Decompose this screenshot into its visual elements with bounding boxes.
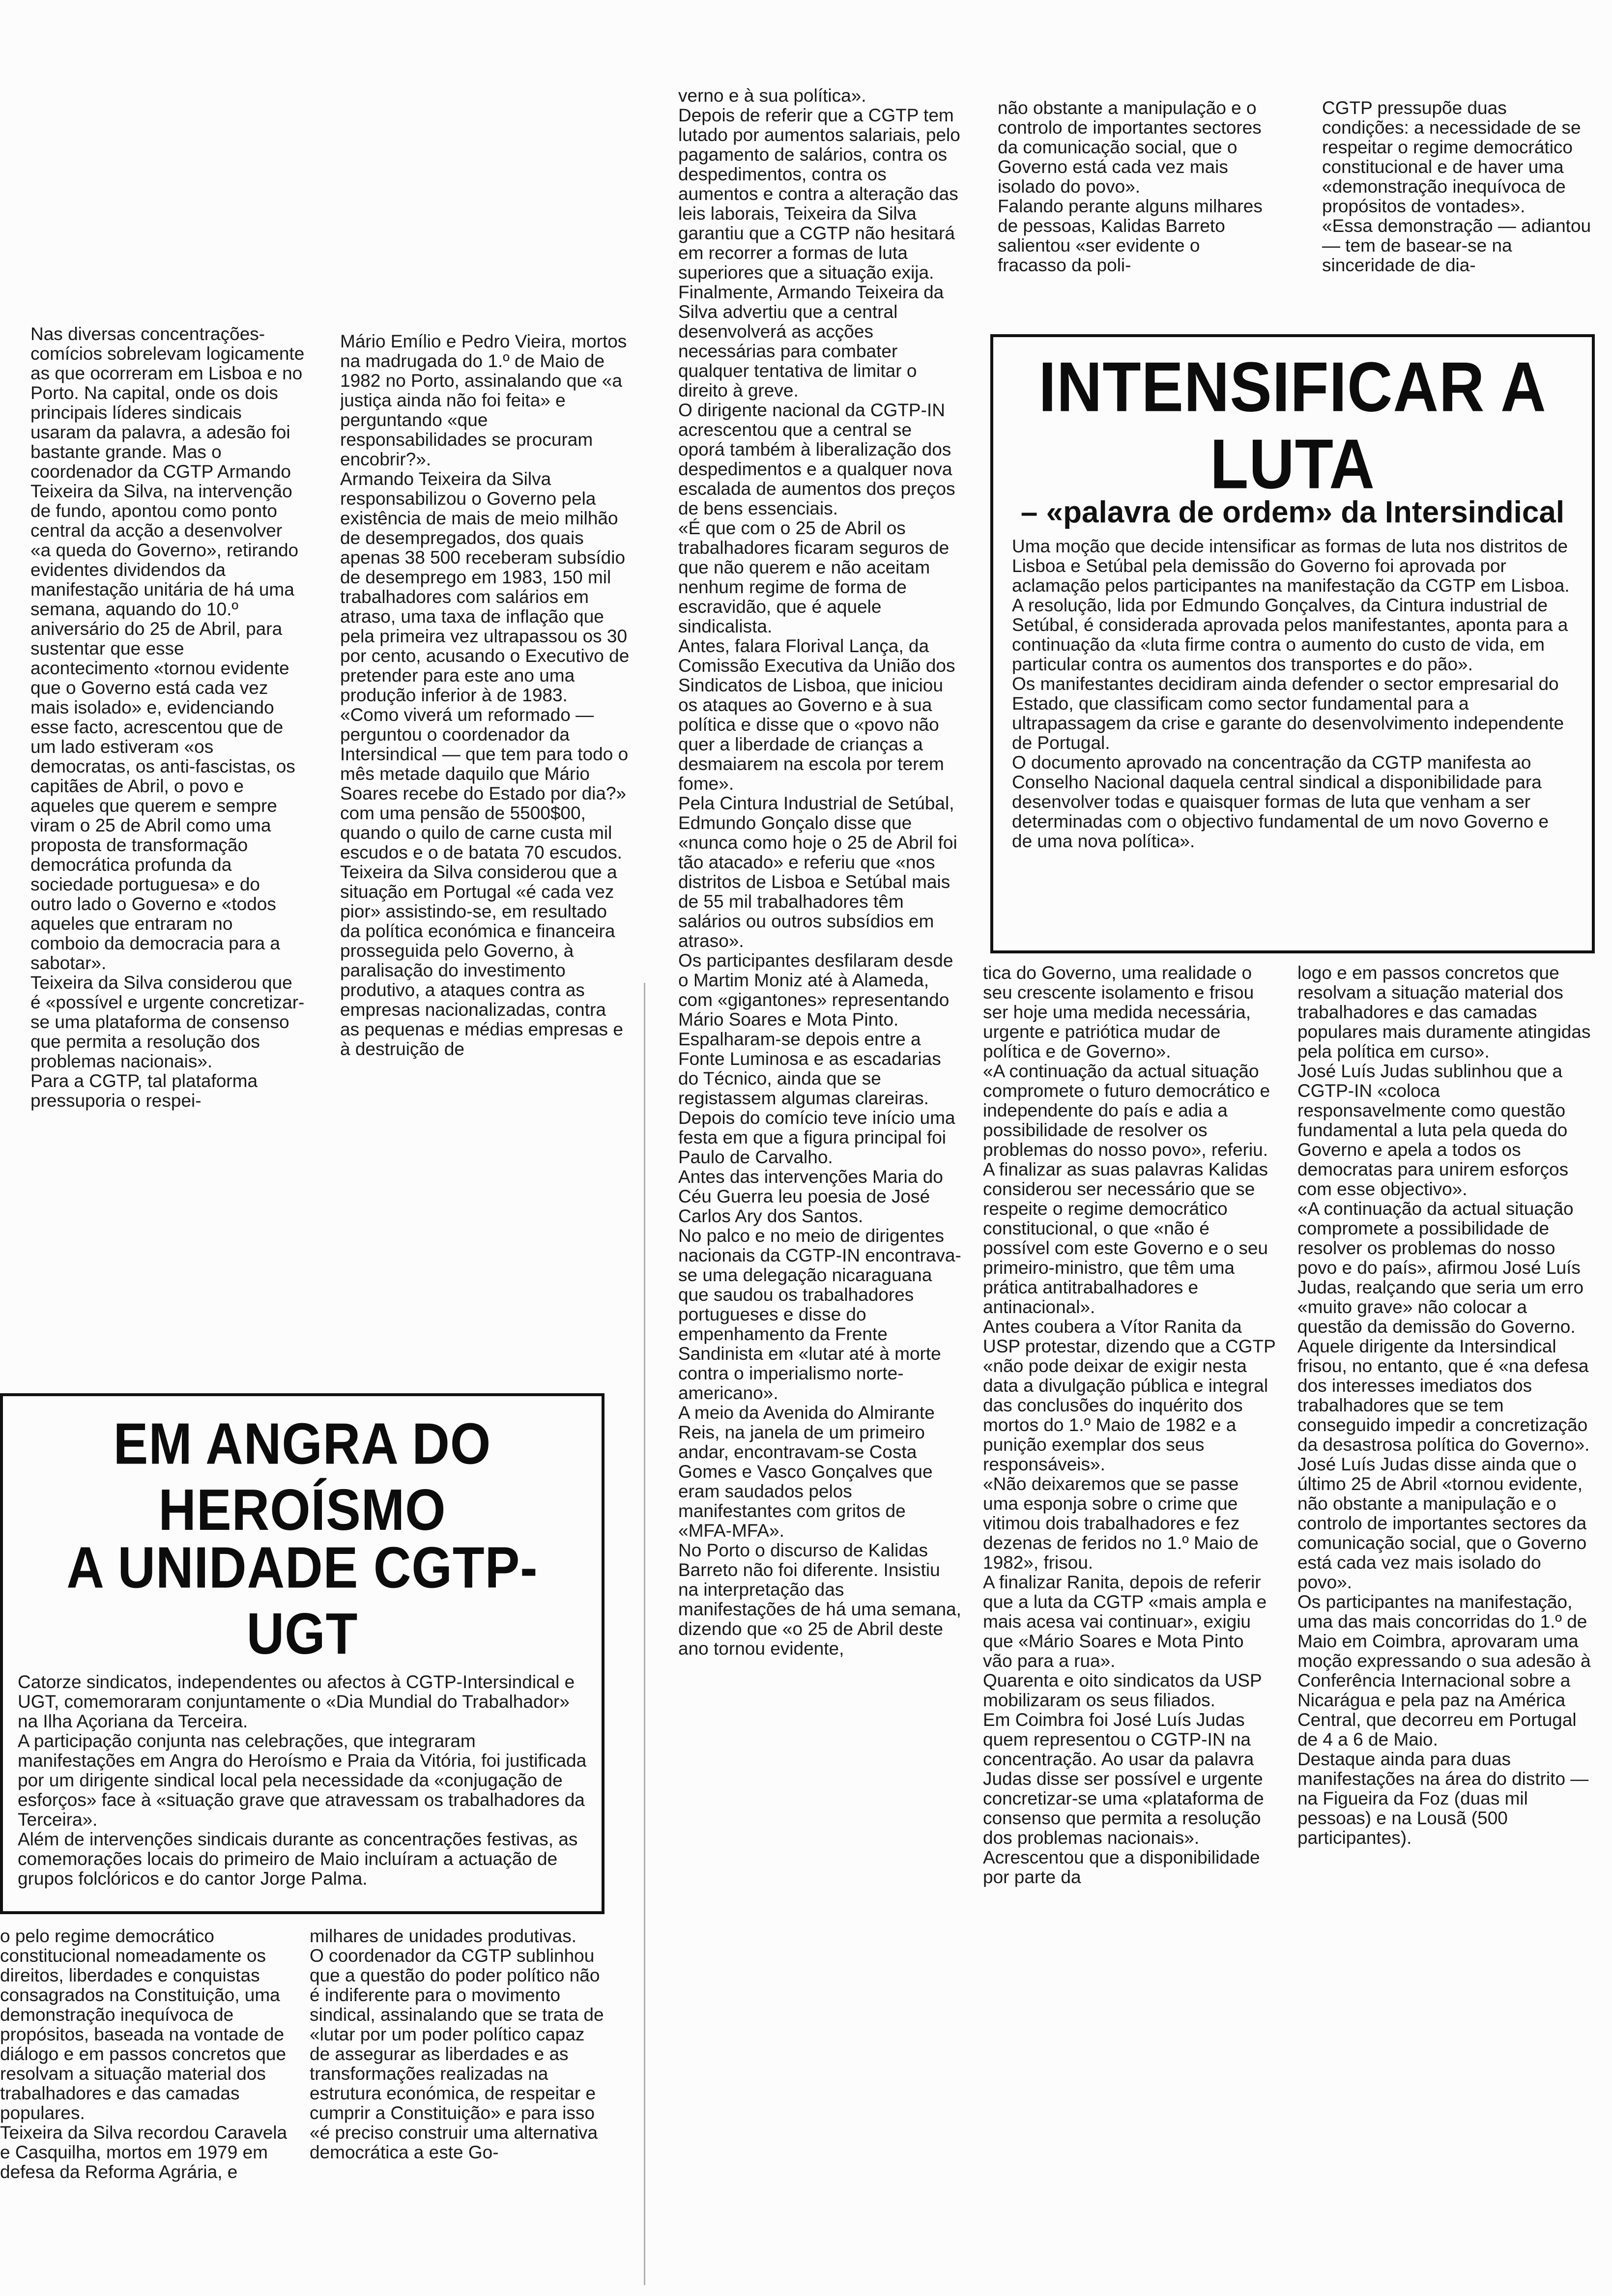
article-column-3: verno e à sua política». Depois de referir que a CGTP tem lutado por aumentos salariais, pelo pagamento de salários, contra os despedimentos, contra os aumentos e contra a alteração das leis laborais, Teixeira da Silva garantiu que a CGTP não hesitará em recorrer a formas de luta superiores que a situação exija. Finalmente, Armando Teixeira da Silva advertiu que a central desenvolverá as acções necessárias para combater qualquer tentativa de limitar o direito à greve. O dirigente nacional da CGTP-IN acrescentou que a central se oporá também à liberalização dos despedimentos e a qualquer nova escalada de aumentos dos preços de bens essenciais. «É que com o 25 de Abril os trabalhadores ficaram seguros de que não querem e não aceitam nenhum regime de forma de escravidão, que é aquele sindicalista. Antes, falara Florival Lança, da Comissão Executiva da União dos Sindicatos de Lisboa, que iniciou os ataques ao Governo e à sua política e disse que o «povo não quer a liberdade de crianças a desmaiarem na escola por terem fome». Pela Cintura Industrial de Setúbal, Edmundo Gonçalo disse que «nunca como hoje o 25 de Abril foi tão atacado» e referiu que «nos distritos de Lisboa e Setúbal mais de 55 mil trabalhadores têm salários ou outros subsídios em atraso». Os participantes desfilaram desde o Martim Moniz até à Alameda, com «gigantones» representando Mário Soares e Mota Pinto. Espalharam-se depois entre a Fonte Luminosa e as escadarias do Técnico, ainda que se registassem algumas clareiras. Depois do comício teve início uma festa em que a figura principal foi Paulo de Carvalho. Antes das intervenções Maria do Céu Guerra leu poesia de José Carlos Ary dos Santos. No palco e no meio de dirigentes nacionais da CGTP-IN encontrava-se uma delegação nicaraguana que saudou os trabalhadores portugueses e disse do empenhamento da Frente Sandinista em «lutar até à morte contra o imperialismo norte-americano». A meio da Avenida do Almirante Reis, na janela de um primeiro andar, encontravam-se Costa Gomes e Vasco Gonçalves que eram saudados pelos manifestantes com gritos de «MFA-MFA». No Porto o discurso de Kalidas Barreto não foi diferente. Insistiu na interpretação das manifestações de há uma semana, dizendo que «o 25 de Abril deste ano tornou evidente,	[678, 86, 961, 1659]
article-column-1-top: Nas diversas concentrações-comícios sobrelevam logicamente as que ocorreram em Lisboa e no Porto. Na capital, onde os dois principais líderes sindicais usaram da palavra, a adesão foi bastante grande. Mas o coordenador da CGTP Armando Teixeira da Silva, na intervenção de fundo, apontou como ponto central da acção a desenvolver «a queda do Governo», retirando evidentes dividendos da manifestação unitária de há uma semana, aquando do 10.º aniversário do 25 de Abril, para sustentar que esse acontecimento «tornou evidente que o Governo está cada vez mais isolado» e, evidenciando esse facto, acrescentou que de um lado estiveram «os democratas, os anti-fascistas, os capitães de Abril, o povo e aqueles que querem e sempre viram o 25 de Abril como uma proposta de transformação democrática profunda da sociedade portuguesa» e do outro lado o Governo e «todos aqueles que entraram no comboio da democracia para a sabotar». Teixeira da Silva considerou que é «possível e urgente concretizar-se uma plataforma de consenso que permita a resolução dos problemas nacionais». Para a CGTP, tal plataforma pressuporia o respei-	[30, 324, 305, 1111]
angra-headline-line-2: A UNIDADE CGTP-UGT	[66, 1535, 538, 1666]
article-column-1-bottom: o pelo regime democrático constitucional nomeadamente os direitos, liberdades e conquistas consagrados na Constituição, uma demonstração inequívoca de propósitos, baseada na vontade de diálogo e em passos concretos que resolvam a situação material dos trabalhadores e das camadas populares. Teixeira da Silva recordou Caravela e Casquilha, mortos em 1979 em defesa da Reforma Agrária, e	[0, 1926, 288, 2182]
column-rule	[644, 983, 645, 2285]
article-column-5-bottom: logo e em passos concretos que resolvam a situação material dos trabalhadores e das camadas populares mais duramente atingidas pela política em curso». José Luís Judas sublinhou que a CGTP-IN «coloca responsavelmente como questão fundamental a luta pela queda do Governo e apela a todos os democratas para unirem esforços com esse objectivo». «A continuação da actual situação compromete a possibilidade de resolver os problemas do nosso povo e do país», afirmou José Luís Judas, realçando que seria um erro «muito grave» não colocar a questão da demissão do Governo. Aquele dirigente da Intersindical frisou, no entanto, que é «na defesa dos interesses imediatos dos trabalhadores que se tem conseguido impedir a concretização da desastrosa política do Governo». José Luís Judas disse ainda que o último 25 de Abril «tornou evidente, não obstante a manipulação e o controlo de importantes sectores da comunicação social, que o Governo está cada vez mais isolado do povo». Os participantes na manifestação, uma das mais concorridas do 1.º de Maio em Coimbra, aprovaram uma moção expressando o sua adesão à Conferência Internacional sobre a Nicarágua e pela paz na América Central, que decorreu em Portugal de 4 a 6 de Maio. Destaque ainda para duas manifestações na área do distrito — na Figueira da Foz (duas mil pessoas) e na Lousã (500 participantes).	[1297, 963, 1591, 1848]
main-box-body: Uma moção que decide intensificar as formas de luta nos distritos de Lisboa e Setúbal pela demissão do Governo foi aprovada por aclamação pelos participantes na manifestação da CGTP em Lisboa. A resolução, lida por Edmundo Gonçalves, da Cintura industrial de Setúbal, é considerada aprovada pelos manifestantes, aponta para a continuação da «luta firme contra o aumento do custo de vida, em particular contra os aumentos dos transportes e do pão». Os manifestantes decidiram ainda defender o sector empresarial do Estado, que classificam como sector fundamental para a ultrapassagem da crise e garante do desenvolvimento independente de Portugal. O documento aprovado na concentração da CGTP manifesta ao Conselho Nacional daquela central sindical a disponibilidade para desenvolver todas e quaisquer formas de luta que venham a ser determinadas com o objectivo fundamental de um novo Governo e de uma nova política».	[1012, 536, 1570, 851]
angra-box-body: Catorze sindicatos, independentes ou afectos à CGTP-Intersindical e UGT, comemoraram conjuntamente o «Dia Mundial do Trabalhador» na Ilha Açoriana da Terceira. A participação conjunta nas celebrações, que integraram manifestações em Angra do Heroísmo e Praia da Vitória, foi justificada por um dirigente sindical local pela necessidade da «conjugação de esforços» face à «situação grave que atravessam os trabalhadores da Terceira». Além de intervenções sindicais durante as concentrações festivas, as comemorações locais do primeiro de Maio incluíram a actuação de grupos folclóricos e do cantor Jorge Palma.	[18, 1672, 587, 1889]
article-column-4-top: não obstante a manipulação e o controlo de importantes sectores da comunicação social, que o Governo está cada vez mais isolado do povo». Falando perante alguns milhares de pessoas, Kalidas Barreto salientou «ser evidente o fracasso da poli-	[998, 98, 1263, 275]
angra-headline-line-1: EM ANGRA DO HEROÍSMO	[113, 1411, 491, 1543]
article-column-4-bottom: tica do Governo, uma realidade o seu crescente isolamento e frisou ser hoje uma medida necessária, urgente e patriótica mudar de política e de Governo». «A continuação da actual situação compromete o futuro democrático e independente do país e adia a possibilidade de resolver os problemas do nosso povo», referiu. A finalizar as suas palavras Kalidas considerou ser necessário que se respeite o regime democrático constitucional, o que «não é possível com este Governo e o seu primeiro-ministro, que têm uma prática antitrabalhadores e antinacional». Antes coubera a Vítor Ranita da USP protestar, dizendo que a CGTP «não pode deixar de exigir nesta data a divulgação pública e integral das conclusões do inquérito dos mortos do 1.º Maio de 1982 e a punição exemplar dos seus responsáveis». «Não deixaremos que se passe uma esponja sobre o crime que vitimou dois trabalhadores e fez dezenas de feridos no 1.º Maio de 1982», frisou. A finalizar Ranita, depois de referir que a luta da CGTP «mais ampla e mais acesa vai continuar», exigiu que «Mário Soares e Mota Pinto vão para a rua». Quarenta e oito sindicatos da USP mobilizaram os seus filiados. Em Coimbra foi José Luís Judas quem representou o CGTP-IN na concentração. Ao usar da palavra Judas disse ser possível e urgente concretizar-se uma «plataforma de consenso que permita a resolução dos problemas nacionais». Acrescentou que a disponibilidade por parte da	[983, 963, 1276, 1887]
article-column-2-bottom: milhares de unidades produtivas. O coordenador da CGTP sublinhou que a questão do poder político não é indiferente para o movimento sindical, assinalando que se trata de «lutar por um poder político capaz de assegurar as liberdades e as transformações realizadas na estrutura económica, de respeitar e cumprir a Constituição» e para isso «é preciso construir uma alternativa democrática a este Go-	[310, 1926, 604, 2162]
main-headline: INTENSIFICAR A LUTA	[1038, 347, 1547, 504]
intensificar-luta-box	[990, 334, 1595, 953]
article-column-5-top: CGTP pressupõe duas condições: a necessidade de se respeitar o regime democrático constitucional e de haver uma «demonstração inequívoca de propósitos de vontades». «Essa demonstração — adiantou — tem de basear-se na sinceridade de dia-	[1322, 98, 1591, 275]
angra-heroismo-box	[0, 1393, 604, 1914]
main-deck: – «palavra de ordem» da Intersindical	[1020, 495, 1565, 529]
article-column-2-top: Mário Emílio e Pedro Vieira, mortos na madrugada do 1.º de Maio de 1982 no Porto, assinalando que «a justiça ainda não foi feita» e perguntando «que responsabilidades se procuram encobrir?». Armando Teixeira da Silva responsabilizou o Governo pela existência de mais de meio milhão de desempregados, dos quais apenas 38 500 receberam subsídio de desemprego em 1983, 150 mil trabalhadores com salários em atraso, uma taxa de inflação que pela primeira vez ultrapassou os 30 por cento, acusando o Executivo de pretender para este ano uma produção inferior à de 1983. «Como viverá um reformado — perguntou o coordenador da Intersindical — que tem para todo o mês metade daquilo que Mário Soares recebe do Estado por dia?» com uma pensão de 5500$00, quando o quilo de carne custa mil escudos e o de batata 70 escudos. Teixeira da Silva considerou que a situação em Portugal «é cada vez pior» assistindo-se, em resultado da política económica e financeira prosseguida pelo Governo, à paralisação do investimento produtivo, a ataques contra as empresas nacionalizadas, contra as pequenas e médias empresas e à destruição de	[340, 332, 630, 1059]
